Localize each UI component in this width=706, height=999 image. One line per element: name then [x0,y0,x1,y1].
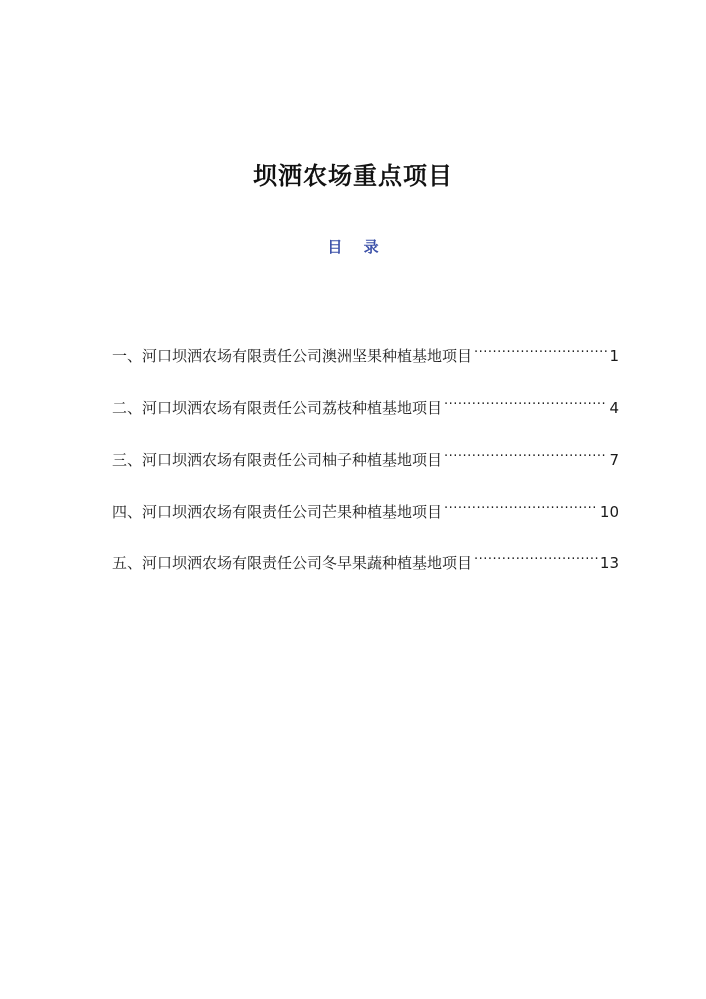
toc-entry-title: 三、河口坝洒农场有限责任公司柚子种植基地项目 [112,451,443,469]
document-title: 坝洒农场重点项目 [253,161,453,190]
toc-entry-3[interactable] [112,441,619,469]
toc-entry-title: 四、河口坝洒农场有限责任公司芒果种植基地项目 [112,503,443,521]
toc-page-number: 10 [599,503,619,521]
toc-heading: 目 录 [327,238,387,256]
toc-page-number: 4 [609,399,619,417]
toc-dot-leader [444,441,607,465]
toc-entry-title: 五、河口坝洒农场有限责任公司冬早果蔬种植基地项目 [112,554,473,572]
toc-entry-5[interactable] [112,544,619,572]
toc-dot-leader [444,389,607,413]
toc-dot-leader [444,493,598,517]
toc-entry-title: 一、河口坝洒农场有限责任公司澳洲坚果种植基地项目 [112,347,473,365]
toc-page-number: 1 [609,347,619,365]
toc-page-number: 7 [609,451,619,469]
toc-entry-title: 二、河口坝洒农场有限责任公司荔枝种植基地项目 [112,399,443,417]
toc-entry-1[interactable] [112,337,619,365]
toc-entry-2[interactable] [112,389,619,417]
toc-page-number: 13 [599,554,619,572]
toc-dot-leader [474,544,598,568]
toc-entry-4[interactable] [112,493,619,521]
toc-dot-leader [474,337,607,361]
